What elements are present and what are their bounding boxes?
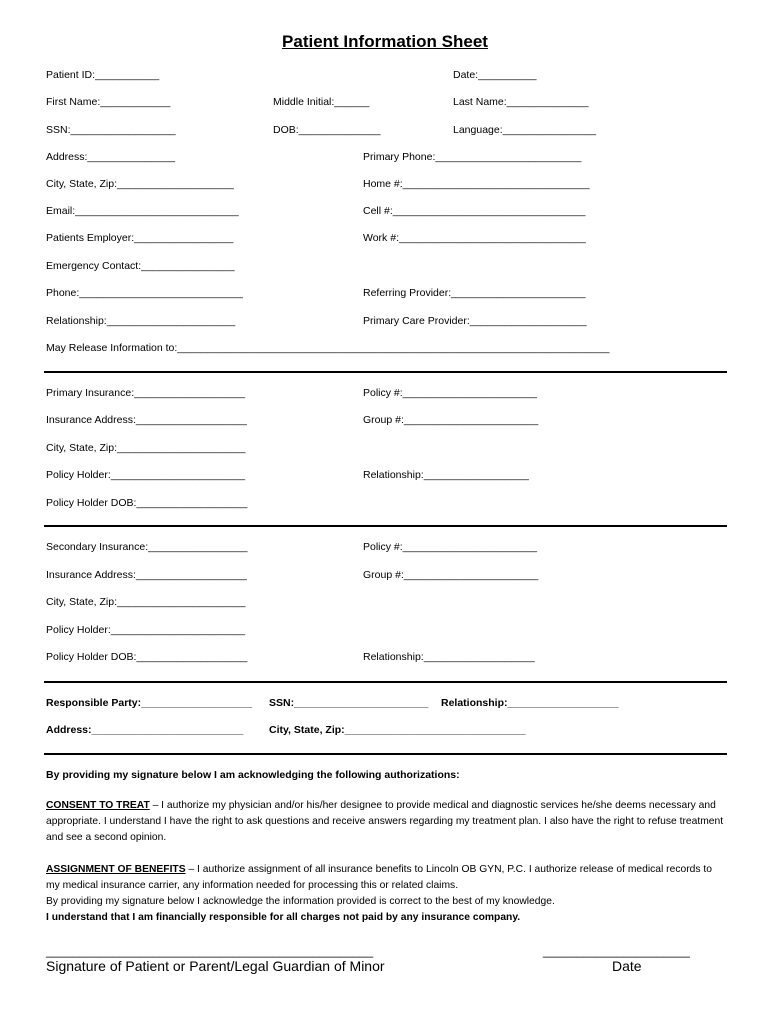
work-phone-field[interactable]: Work #:________________________________ — [363, 232, 586, 244]
secondary-policy-holder-dob-field[interactable]: Policy Holder DOB:___________________ — [46, 651, 248, 663]
cell-phone-field[interactable]: Cell #:_________________________________ — [363, 205, 586, 217]
page-title: Patient Information Sheet — [282, 32, 488, 51]
consent-heading: CONSENT TO TREAT — [46, 800, 150, 811]
responsible-address-field[interactable]: Address:__________________________ — [46, 724, 244, 736]
may-release-field[interactable]: May Release Information to:__________________________________________________________________________ — [46, 342, 610, 354]
assignment-heading: ASSIGNMENT OF BENEFITS — [46, 864, 186, 875]
emergency-contact-field[interactable]: Emergency Contact:________________ — [46, 260, 235, 272]
primary-policy-holder-field[interactable]: Policy Holder:_______________________ — [46, 469, 246, 481]
signature-line[interactable]: _________________________________________________ — [46, 944, 374, 958]
patients-employer-field[interactable]: Patients Employer:_________________ — [46, 232, 234, 244]
primary-insurance-address-field[interactable]: Insurance Address:___________________ — [46, 414, 247, 426]
assignment-of-benefits-paragraph — [46, 862, 726, 926]
emergency-relationship-field[interactable]: Relationship:______________________ — [46, 315, 236, 327]
primary-policy-field[interactable]: Policy #:_______________________ — [363, 387, 537, 399]
financial-responsibility-text: I understand that I am financially responsible for all charges not paid by any insurance company. — [46, 912, 521, 923]
secondary-relationship-field[interactable]: Relationship:___________________ — [363, 651, 535, 663]
secondary-insurance-field[interactable]: Secondary Insurance:_________________ — [46, 541, 248, 553]
signature-date-label: Date — [612, 958, 642, 974]
primary-care-provider-field[interactable]: Primary Care Provider:____________________ — [363, 315, 587, 327]
secondary-city-state-zip-field[interactable]: City, State, Zip:______________________ — [46, 596, 246, 608]
referring-provider-field[interactable]: Referring Provider:_______________________ — [363, 287, 586, 299]
secondary-policy-holder-field[interactable]: Policy Holder:_______________________ — [46, 624, 246, 636]
primary-phone-field[interactable]: Primary Phone:_________________________ — [363, 151, 582, 163]
secondary-insurance-address-field[interactable]: Insurance Address:___________________ — [46, 569, 247, 581]
section-divider — [44, 525, 727, 527]
assignment-text: – I authorize assignment of all insurance benefits to Lincoln OB GYN, P.C. I authorize release of medical records to my medical insurance carrier, any information needed for processing this or related claims. — [46, 864, 712, 891]
date-field[interactable]: Date:__________ — [453, 69, 537, 81]
home-phone-field[interactable]: Home #:________________________________ — [363, 178, 590, 190]
ssn-field[interactable]: SSN:__________________ — [46, 124, 176, 136]
section-divider — [44, 681, 727, 683]
emergency-phone-field[interactable]: Phone:____________________________ — [46, 287, 243, 299]
address-field[interactable]: Address:_______________ — [46, 151, 176, 163]
patient-id-field[interactable]: Patient ID:___________ — [46, 69, 160, 81]
last-name-field[interactable]: Last Name:______________ — [453, 96, 589, 108]
signature-date-line[interactable]: ______________________ — [543, 944, 690, 958]
primary-policy-holder-dob-field[interactable]: Policy Holder DOB:___________________ — [46, 497, 248, 509]
consent-to-treat-paragraph — [46, 798, 726, 846]
first-name-field[interactable]: First Name:____________ — [46, 96, 171, 108]
secondary-group-field[interactable]: Group #:_______________________ — [363, 569, 539, 581]
secondary-policy-field[interactable]: Policy #:_______________________ — [363, 541, 537, 553]
primary-city-state-zip-field[interactable]: City, State, Zip:______________________ — [46, 442, 246, 454]
language-field[interactable]: Language:________________ — [453, 124, 597, 136]
authorizations-intro: By providing my signature below I am acknowledging the following authorizations: — [46, 769, 460, 781]
signature-label: Signature of Patient or Parent/Legal Guardian of Minor — [46, 958, 385, 974]
responsible-city-state-zip-field[interactable]: City, State, Zip:_______________________________ — [269, 724, 526, 736]
primary-group-field[interactable]: Group #:_______________________ — [363, 414, 539, 426]
primary-insurance-field[interactable]: Primary Insurance:___________________ — [46, 387, 246, 399]
responsible-party-field[interactable]: Responsible Party:___________________ — [46, 697, 253, 709]
acknowledge-text: By providing my signature below I acknowledge the information provided is correct to the best of my knowledge. — [46, 896, 555, 907]
section-divider — [44, 371, 727, 373]
responsible-ssn-field[interactable]: SSN:_______________________ — [269, 697, 429, 709]
section-divider — [44, 753, 727, 755]
email-field[interactable]: Email:____________________________ — [46, 205, 239, 217]
primary-relationship-field[interactable]: Relationship:__________________ — [363, 469, 529, 481]
responsible-relationship-field[interactable]: Relationship:___________________ — [441, 697, 619, 709]
dob-field[interactable]: DOB:______________ — [273, 124, 381, 136]
middle-initial-field[interactable]: Middle Initial:______ — [273, 96, 370, 108]
city-state-zip-field[interactable]: City, State, Zip:____________________ — [46, 178, 234, 190]
consent-text: – I authorize my physician and/or his/her designee to provide medical and diagnostic services he/she deems necessary and appropriate. I understand I have the right to ask questions and receive answers regarding my treatment plan. I also have the right to refuse treatment and see a second opinion. — [46, 800, 724, 843]
